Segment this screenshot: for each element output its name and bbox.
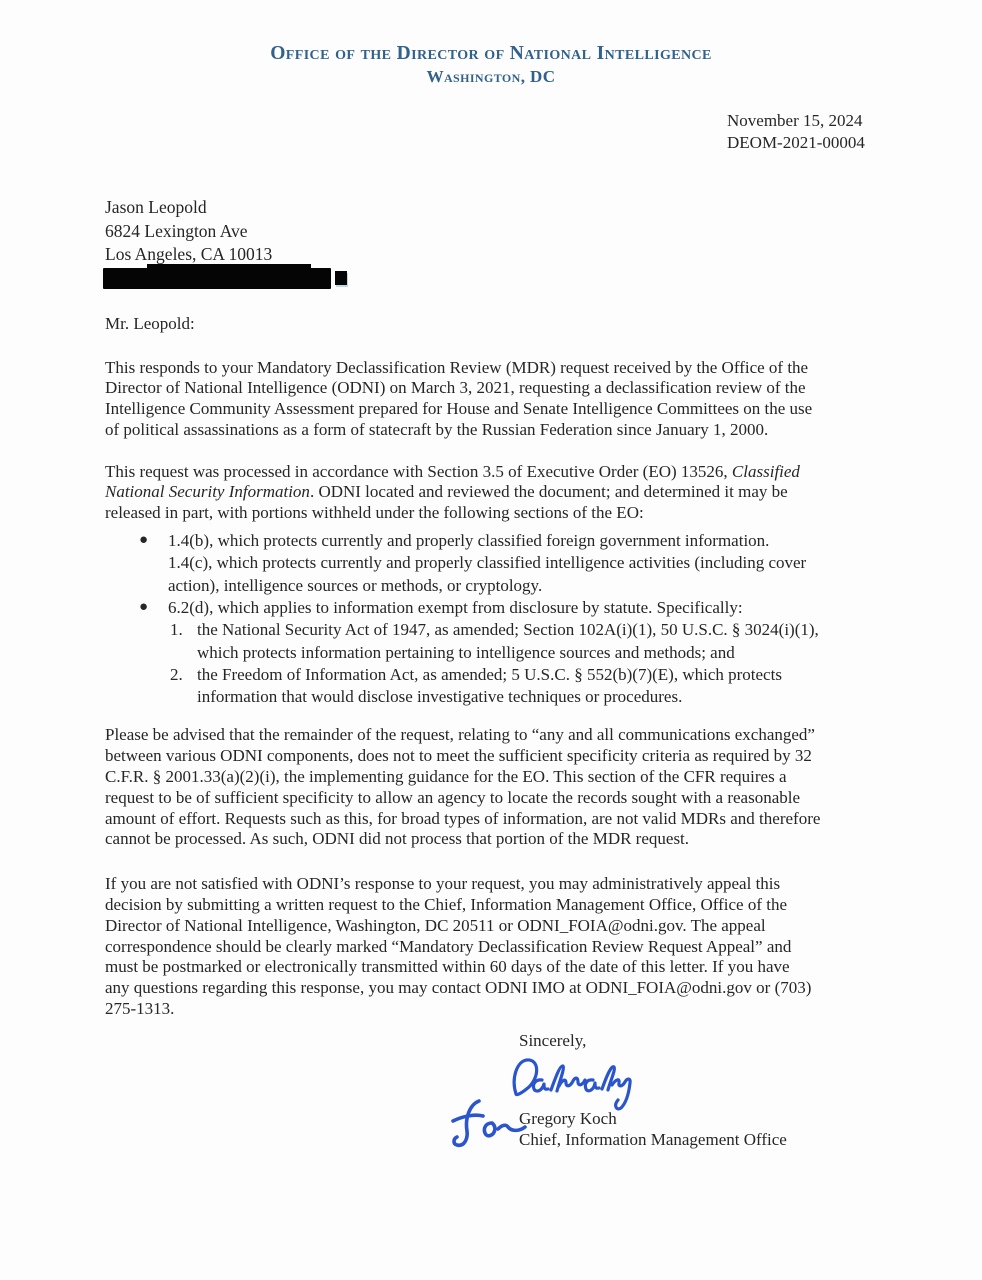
list-item-14b: [105, 530, 905, 552]
list-item-text: 6.2(d), which applies to information exempt from disclosure by statute. Specifically:: [168, 597, 743, 617]
recipient-city-state-zip: Los Angeles, CA 10013: [105, 244, 273, 264]
for-notation-icon: [449, 1096, 527, 1152]
letterhead-office-line: Office of the Director of National Intelligence: [270, 43, 712, 64]
recipient-street: 6824 Lexington Ave: [105, 220, 248, 241]
signer-title: Chief, Information Management Office: [519, 1129, 787, 1149]
eo-withholding-list: [105, 530, 905, 708]
recipient-name: Jason Leopold: [105, 197, 207, 217]
list-item-statute-1: [105, 619, 905, 664]
redacted-address-line: [103, 268, 982, 291]
list-item-text: the Freedom of Information Act, as amended; 5 U.S.C. § 552(b)(7)(E), which protects information that would disclose investigative techniques or procedures.: [197, 664, 782, 707]
paragraph-appeal-rights: If you are not satisfied with ODNI’s response to your request, you may administratively appeal this decision by submitting a written request to the Chief, Information Management Office, Office of the Director of National Intelligence, Washington, DC 20511 or ODNI_FOIA@odni.gov. The appeal correspondence should be clearly marked “Mandatory Declassification Review Request Appeal” and must be postmarked or electronically transmitted within 60 days of the date of this letter. If you have any questions regarding this response, you may contact ODNI IMO at ODNI_FOIA@odni.gov or (703) 275-1313.: [105, 874, 812, 1019]
number-marker: 1.: [170, 620, 183, 640]
letterhead-city-line: Washington, DC: [426, 67, 556, 86]
letterhead: [0, 0, 982, 88]
bullet-icon: ●: [139, 598, 149, 615]
list-item-statute-2: [105, 664, 905, 709]
list-item-14c: [105, 552, 905, 597]
paragraph-specificity-advice: Please be advised that the remainder of the request, relating to “any and all communications exchanged” between various ODNI components, does not to meet the sufficient specificity criteria as required by 32 C.F.R. § 2001.33(a)(2)(i), the implementing guidance for the EO. This section of the CFR requires a request to be of sufficient specificity to allow an agency to locate the records sought with a reasonable amount of effort. Requests such as this, for broad types of information, are not valid MDRs and therefore cannot be processed. As such, ODNI did not process that portion of the MDR request.: [105, 725, 821, 849]
paragraph-request-summary: This responds to your Mandatory Declassification Review (MDR) request received by the Office of the Director of National Intelligence (ODNI) on March 3, 2021, requesting a declassification review of the Intelligence Community Assessment prepared for House and Senate Intelligence Committees on the use of political assassinations as a form of statecraft by the Russian Federation since January 1, 2000.: [105, 357, 813, 439]
number-marker: 2.: [170, 664, 183, 684]
reference-number: DEOM-2021-00004: [727, 133, 865, 152]
list-item-text: 1.4(c), which protects currently and properly classified intelligence activities (including cover action), intelligence sources or methods, or cryptology.: [168, 553, 807, 595]
closing-block: [519, 1030, 982, 1150]
signer-name: Gregory Koch: [519, 1108, 617, 1128]
letter-date: November 15, 2024: [727, 111, 863, 130]
valediction: Sincerely,: [519, 1030, 587, 1050]
redaction-square-icon: [335, 271, 347, 285]
date-block: [727, 110, 982, 154]
list-item-text: 1.4(b), which protects currently and properly classified foreign government information.: [168, 531, 770, 551]
list-item-62d: [105, 597, 905, 619]
salutation: Mr. Leopold:: [105, 313, 195, 333]
paragraph-processing-basis: This request was processed in accordance with Section 3.5 of Executive Order (EO) 13526, Classified National Security Information. ODNI located and reviewed the document; and determined it may be released in part, with portions withheld under the following sections of the EO:: [105, 461, 800, 523]
bullet-icon: ●: [139, 532, 149, 549]
list-item-text: the National Security Act of 1947, as amended; Section 102A(i)(1), 50 U.S.C. § 3024(i)(1), which protects information pertaining to intelligence sources and methods; and: [197, 620, 819, 662]
recipient-address-block: [105, 196, 982, 291]
redaction-bar-icon: [103, 268, 331, 289]
